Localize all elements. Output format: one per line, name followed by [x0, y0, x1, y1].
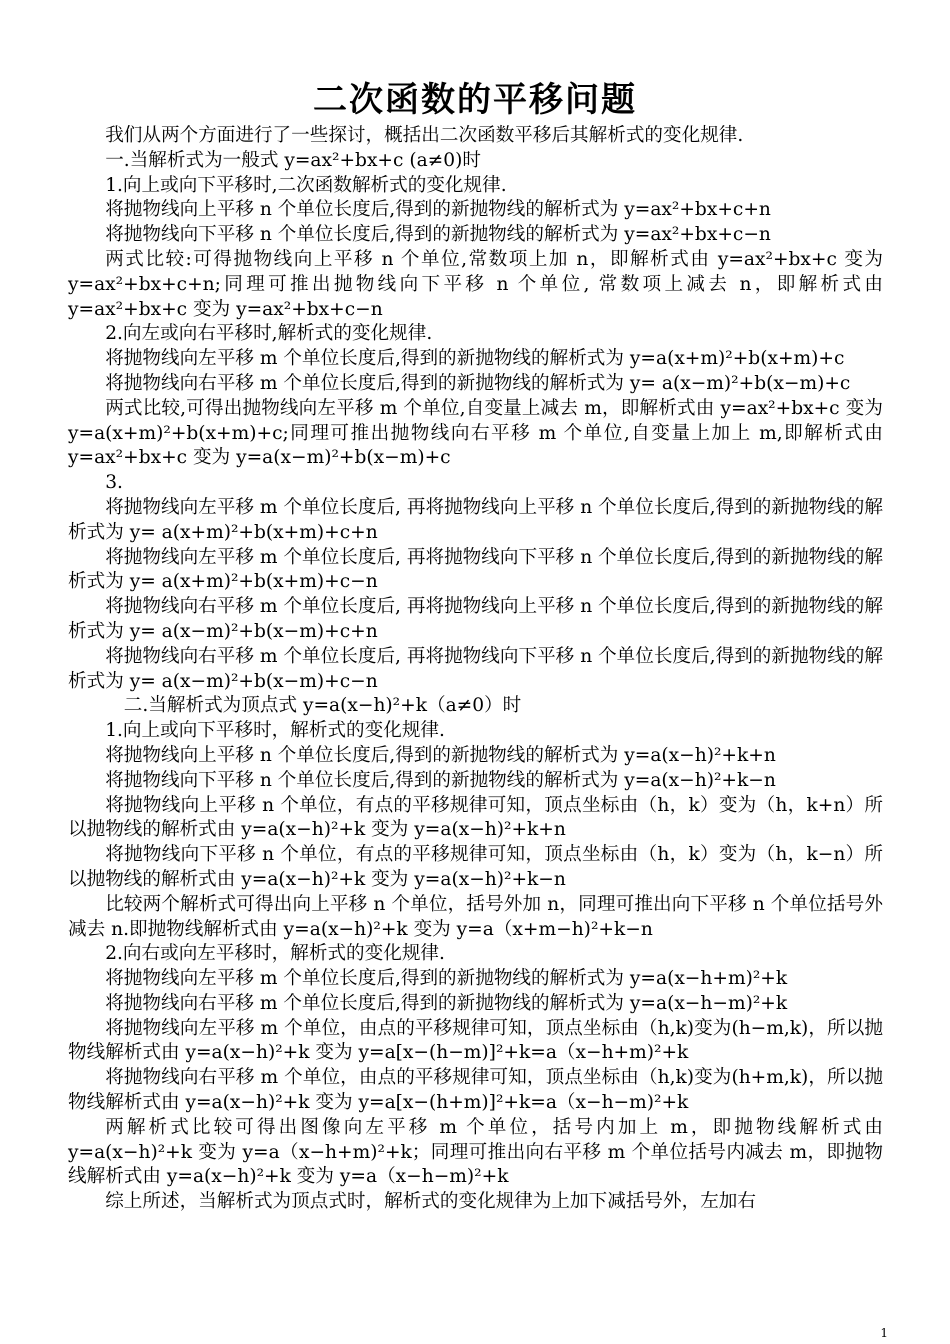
paragraph: 综上所述，当解析式为顶点式时，解析式的变化规律为上加下减括号外，左加右: [105, 1191, 756, 1213]
paragraph: 将抛物线向左平移 m 个单位长度后, 再将抛物线向上平移 n 个单位长度后,得到的新抛物线的解析式为 y= a(x+m)²+b(x+m)+c+n: [68, 496, 883, 543]
subsection-heading: 3.: [105, 472, 123, 494]
paragraph: 两解析式比较可得出图像向左平移 m 个单位，括号内加上 m，即抛物线解析式由 y=a(x−h)²+k 变为 y=a（x−h+m)²+k；同理可推出向右平移 m 个单位括号内减去 m，即抛物线解析式由 y=a(x−h)²+k 变为 y=a（x−h−m)²+k: [68, 1116, 883, 1188]
paragraph: 将抛物线向下平移 n 个单位，有点的平移规律可知，顶点坐标由（h，k）变为（h，k−n）所以抛物线的解析式由 y=a(x−h)²+k 变为 y=a(x−h)²+k−n: [68, 844, 883, 890]
paragraph: 将抛物线向右平移 m 个单位长度后,得到的新抛物线的解析式为 y=a(x−h−m)²+k: [105, 992, 788, 1014]
page-number: 1: [880, 1326, 888, 1340]
section-heading: 二.当解析式为顶点式 y=a(x−h)²+k（a≠0）时: [123, 695, 522, 717]
subsection-heading: 1.向上或向下平移时，解析式的变化规律.: [105, 720, 445, 742]
paragraph: 两式比较,可得出抛物线向左平移 m 个单位,自变量上减去 m，即解析式由 y=ax²+bx+c 变为 y=a(x+m)²+b(x+m)+c;同理可推出抛物线向右平移 m 个单位,自变量上加上 m,即解析式由 y=ax²+bx+c 变为 y=a(x−m)²+b(x−m)+c: [68, 397, 883, 469]
subsection-heading: 2.向左或向右平移时,解析式的变化规律.: [105, 323, 433, 345]
paragraph: 将抛物线向左平移 m 个单位长度后,得到的新抛物线的解析式为 y=a(x+m)²+b(x+m)+c: [105, 348, 845, 370]
paragraph: 将抛物线向上平移 n 个单位长度后,得到的新抛物线的解析式为 y=a(x−h)²+k+n: [105, 744, 776, 766]
document-body: [68, 124, 883, 1215]
paragraph: 将抛物线向左平移 m 个单位，由点的平移规律可知，顶点坐标由（h,k)变为(h−m,k)，所以抛物线解析式由 y=a(x−h)²+k 变为 y=a[x−(h−m)]²+k=a（x−h+m)²+k: [68, 1017, 883, 1064]
paragraph: 将抛物线向上平移 n 个单位长度后,得到的新抛物线的解析式为 y=ax²+bx+c+n: [105, 199, 771, 221]
paragraph: 将抛物线向下平移 n 个单位长度后,得到的新抛物线的解析式为 y=a(x−h)²+k−n: [105, 769, 776, 791]
paragraph: 将抛物线向上平移 n 个单位，有点的平移规律可知，顶点坐标由（h，k）变为（h，k+n）所以抛物线的解析式由 y=a(x−h)²+k 变为 y=a(x−h)²+k+n: [68, 794, 883, 841]
paragraph: 将抛物线向右平移 m 个单位长度后,得到的新抛物线的解析式为 y= a(x−m)²+b(x−m)+c: [105, 372, 851, 394]
paragraph: 比较两个解析式可得出向上平移 n 个单位，括号外加 n，同理可推出向下平移 n 个单位括号外减去 n.即抛物线解析式由 y=a(x−h)²+k 变为 y=a（x+m−h)²+k−n: [68, 893, 883, 940]
paragraph: 将抛物线向右平移 m 个单位，由点的平移规律可知，顶点坐标由（h,k)变为(h+m,k)，所以抛物线解析式由 y=a(x−h)²+k 变为 y=a[x−(h+m)]²+k=a（x−h−m)²+k: [68, 1067, 883, 1114]
paragraph: 将抛物线向右平移 m 个单位长度后, 再将抛物线向下平移 n 个单位长度后,得到的新抛物线的解析式为 y= a(x−m)²+b(x−m)+c−n: [68, 645, 883, 692]
subsection-heading: 2.向右或向左平移时，解析式的变化规律.: [105, 943, 445, 965]
paragraph: 将抛物线向左平移 m 个单位长度后, 再将抛物线向下平移 n 个单位长度后,得到的新抛物线的解析式为 y= a(x+m)²+b(x+m)+c−n: [68, 546, 883, 593]
paragraph: 我们从两个方面进行了一些探讨，概括出二次函数平移后其解析式的变化规律.: [105, 125, 744, 146]
paragraph: 将抛物线向右平移 m 个单位长度后, 再将抛物线向上平移 n 个单位长度后,得到的新抛物线的解析式为 y= a(x−m)²+b(x−m)+c+n: [68, 596, 883, 642]
paragraph: 将抛物线向下平移 n 个单位长度后,得到的新抛物线的解析式为 y=ax²+bx+c−n: [105, 224, 771, 246]
section-heading: 一.当解析式为一般式 y=ax²+bx+c (a≠0)时: [105, 149, 481, 171]
subsection-heading: 1.向上或向下平移时,二次函数解析式的变化规律.: [105, 174, 507, 196]
page-title: 二次函数的平移问题: [313, 80, 637, 120]
paragraph: 将抛物线向左平移 m 个单位长度后,得到的新抛物线的解析式为 y=a(x−h+m)²+k: [105, 968, 788, 990]
paragraph: 两式比较:可得抛物线向上平移 n 个单位,常数项上加 n，即解析式由 y=ax²+bx+c 变为 y=ax²+bx+c+n;同理可推出抛物线向下平移 n 个单位, 常数项上减去 n，即解析式由 y=ax²+bx+c 变为 y=ax²+bx+c−n: [68, 248, 883, 320]
